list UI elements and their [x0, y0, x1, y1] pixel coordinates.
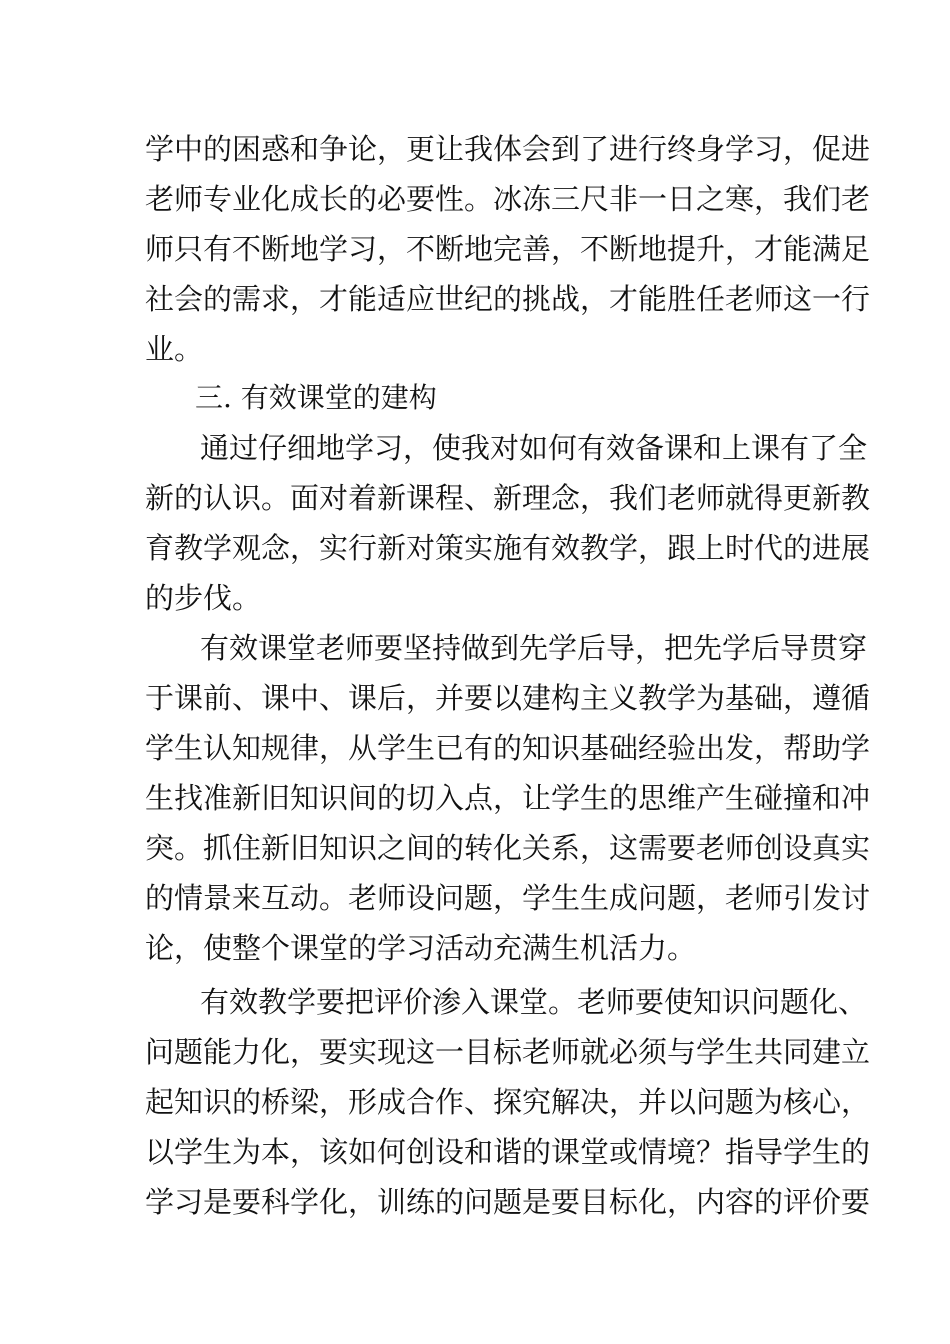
paragraph-1-line-3: 师只有不断地学习，不断地完善，不断地提升，才能满足: [145, 232, 871, 266]
paragraph-4-line-5: 学习是要科学化，训练的问题是要目标化，内容的评价要: [145, 1185, 871, 1219]
paragraph-3-line-2: 于课前、课中、课后，并要以建构主义教学为基础，遵循: [145, 681, 871, 715]
paragraph-4-line-3: 起知识的桥梁，形成合作、探究解决，并以问题为核心，: [145, 1085, 871, 1119]
paragraph-2-line-2: 新的认识。面对着新课程、新理念，我们老师就得更新教: [145, 481, 871, 515]
paragraph-4-line-2: 问题能力化，要实现这一目标老师就必须与学生共同建立: [145, 1035, 871, 1069]
paragraph-2-line-1: 通过仔细地学习，使我对如何有效备课和上课有了全: [200, 431, 868, 465]
paragraph-3-line-6: 的情景来互动。老师设问题，学生生成问题，老师引发讨: [145, 881, 871, 915]
paragraph-2-line-3: 育教学观念，实行新对策实施有效教学，跟上时代的进展: [145, 531, 871, 565]
paragraph-4-line-4: 以学生为本，该如何创设和谐的课堂或情境？指导学生的: [145, 1135, 871, 1169]
paragraph-1-line-4: 社会的需求，才能适应世纪的挑战，才能胜任老师这一行: [145, 282, 871, 316]
paragraph-2-line-4: 的步伐。: [145, 581, 262, 615]
paragraph-3-line-7: 论，使整个课堂的学习活动充满生机活力。: [145, 931, 697, 965]
paragraph-3-line-5: 突。抓住新旧知识之间的转化关系，这需要老师创设真实: [145, 831, 871, 865]
paragraph-3-line-3: 学生认知规律，从学生已有的知识基础经验出发，帮助学: [145, 731, 871, 765]
paragraph-4-line-1: 有效教学要把评价渗入课堂。老师要使知识问题化、: [200, 985, 868, 1019]
paragraph-1-line-1: 学中的困惑和争论，更让我体会到了进行终身学习，促进: [145, 132, 871, 166]
paragraph-1-line-5: 业。: [145, 332, 204, 366]
paragraph-3-line-1: 有效课堂老师要坚持做到先学后导，把先学后导贯穿: [200, 631, 868, 665]
paragraph-3-line-4: 生找准新旧知识间的切入点，让学生的思维产生碰撞和冲: [145, 781, 871, 815]
paragraph-1-line-2: 老师专业化成长的必要性。冰冻三尺非一日之寒，我们老: [145, 182, 871, 216]
section-heading: 三. 有效课堂的建构: [195, 381, 437, 414]
